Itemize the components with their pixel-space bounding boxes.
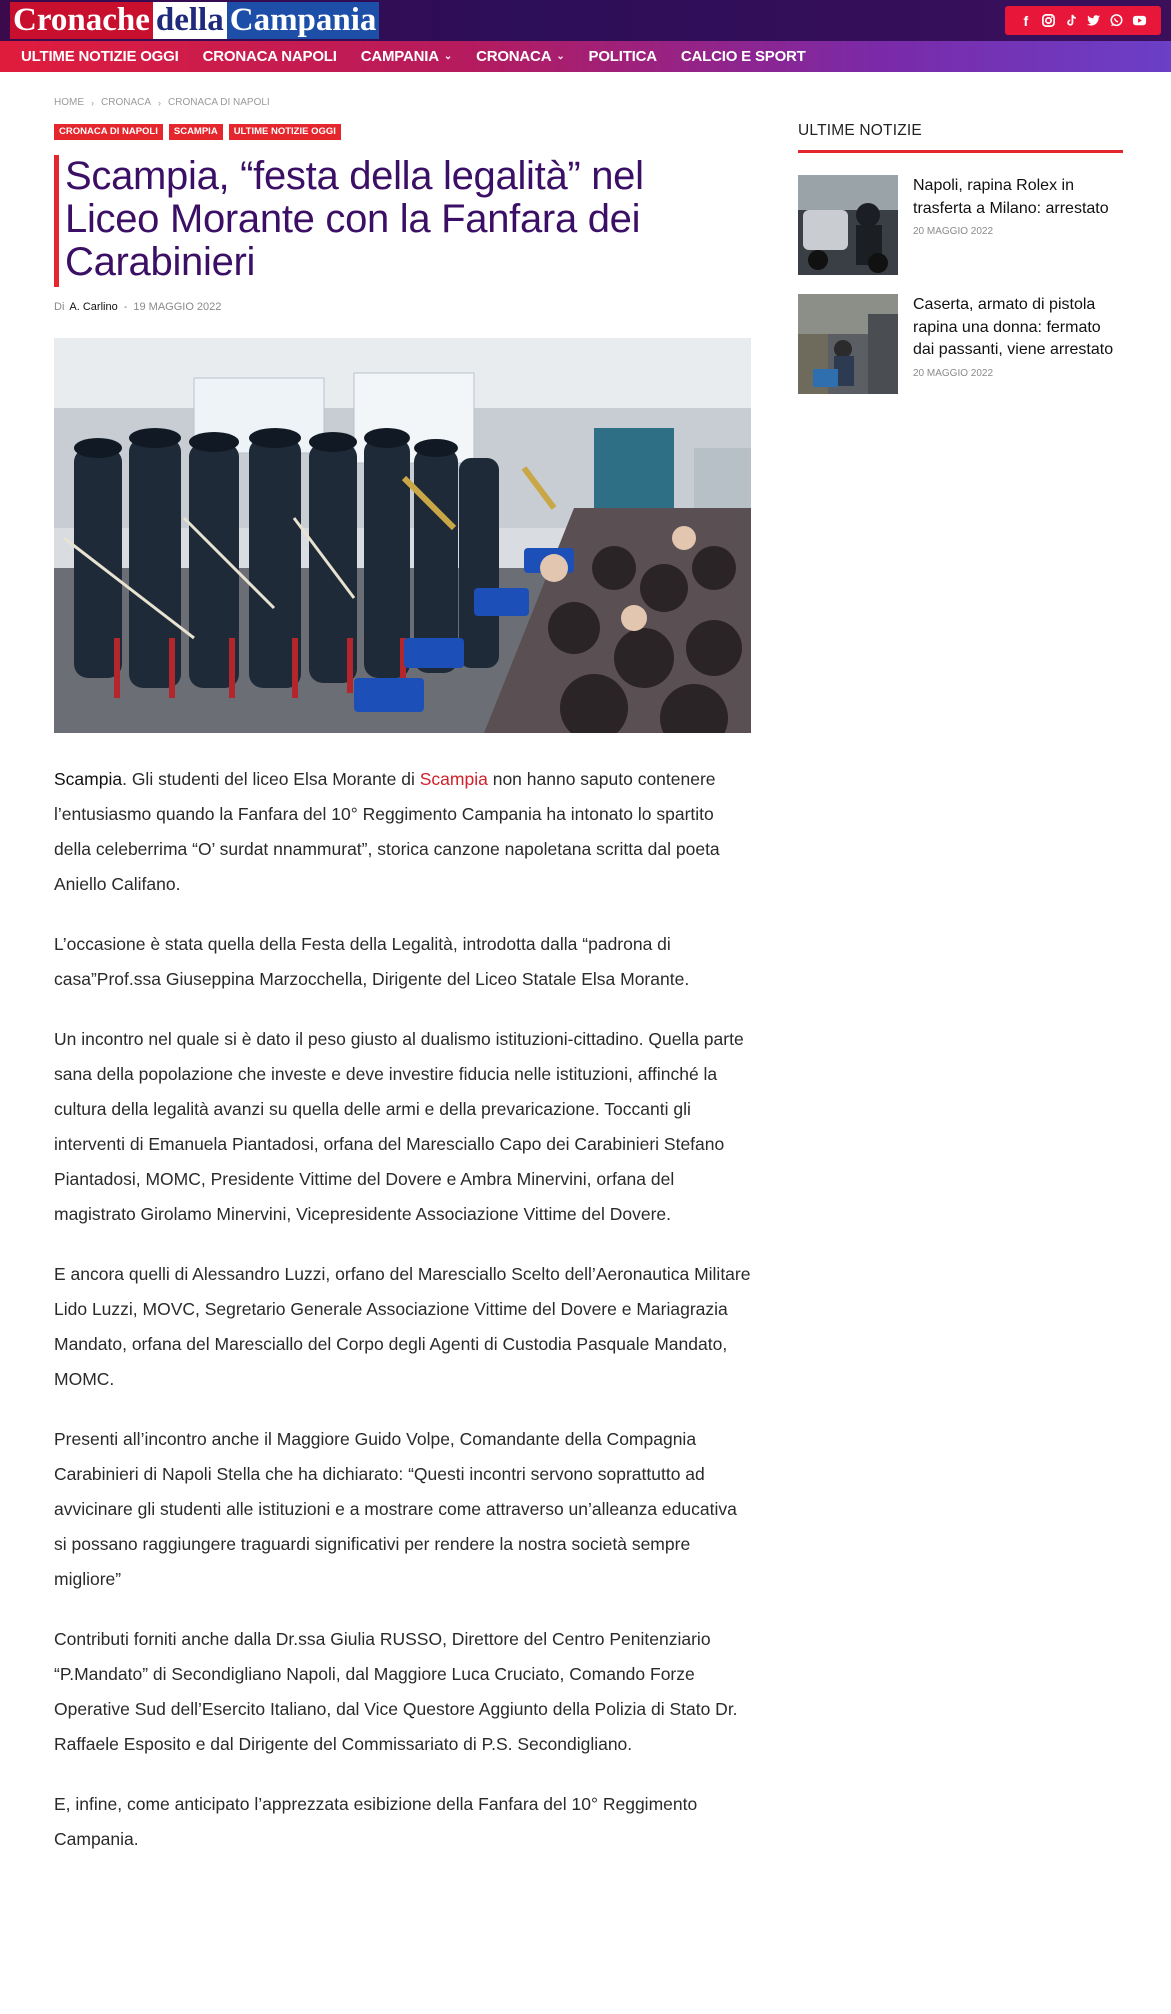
nav-label: CRONACA [476,48,552,65]
twitter-icon[interactable] [1086,13,1102,28]
nav-label: CAMPANIA [360,48,439,65]
facebook-icon[interactable]: f [1023,12,1029,29]
chevron-down-icon: ⌄ [443,51,453,62]
nav-item-calcio-e-sport[interactable] [669,48,818,65]
nav-label: ULTIME NOTIZIE OGGI [21,48,179,65]
article-meta [54,301,221,313]
instagram-icon[interactable] [1041,13,1057,28]
nav-label: POLITICA [588,48,657,65]
news-thumbnail[interactable] [798,294,898,394]
breadcrumb-cronaca[interactable]: CRONACA [101,97,152,108]
chevron-right-icon: › [158,97,162,108]
top-header-bar [0,0,1171,41]
lead-text-1: . Gli studenti del liceo Elsa Morante di [122,769,420,789]
nav-item-cronaca[interactable] [464,48,576,65]
youtube-icon[interactable] [1132,13,1148,28]
news-date: 20 MAGGIO 2022 [913,226,994,237]
nav-item-campania[interactable] [349,48,464,65]
sidebar-news-item[interactable] [798,294,1123,394]
whatsapp-icon[interactable] [1109,13,1125,28]
chevron-right-icon: › [91,97,94,108]
meta-separator: - [123,301,128,313]
news-text [913,294,1123,394]
lead-strong: Scampia [54,769,123,789]
publish-date: 19 MAGGIO 2022 [133,301,222,313]
chevron-down-icon: ⌄ [556,51,565,62]
logo-word-1: Cronache [10,2,153,39]
byline-prefix: Di [54,301,65,313]
tiktok-icon[interactable] [1064,13,1080,28]
site-logo[interactable] [10,2,379,39]
nav-label: CRONACA NAPOLI [202,48,337,65]
news-thumbnail[interactable] [798,175,898,275]
social-links [1005,6,1161,35]
tag-scampia[interactable]: SCAMPIA [169,124,223,140]
main-nav [0,41,1171,72]
lead-text-2: non hanno saputo contenere l’entusiasmo quando la Fanfara del 10° Reggimento Campania ha intonato lo spartito della celeberrima “O’ surdat nnammurat”, storica canzone napoletana scritta dal poeta Aniello Califano. [54,769,720,894]
scampia-link[interactable]: Scampia [419,769,488,789]
breadcrumb-home[interactable]: HOME [54,97,84,108]
breadcrumb [54,97,270,108]
nav-label: CALCIO E SPORT [680,48,806,65]
article-body [54,762,754,1882]
tag-cronaca-di-napoli[interactable]: CRONACA DI NAPOLI [54,124,163,140]
nav-item-cronaca-napoli[interactable] [191,48,349,65]
news-headline[interactable]: Caserta, armato di pistola rapina una donna: fermato dai passanti, viene arrestato [913,296,1114,358]
nav-item-ultime-notizie-oggi[interactable] [9,48,191,65]
sidebar-title: ULTIME NOTIZIE [798,122,922,139]
article-paragraph-lead [54,762,754,902]
category-tags [54,124,347,140]
news-date: 20 MAGGIO 2022 [913,367,994,379]
tag-ultime-notizie-oggi[interactable]: ULTIME NOTIZIE OGGI [229,124,341,140]
sidebar-divider [798,150,1123,153]
breadcrumb-cronaca-di-napoli[interactable]: CRONACA DI NAPOLI [168,97,270,108]
nav-item-politica[interactable] [577,48,669,65]
article-paragraph: E ancora quelli di Alessandro Luzzi, orfano del Maresciallo Scelto dell’Aeronautica Militare Lido Luzzi, MOVC, Segretario Generale Associazione Vittime del Dovere e Mariagrazia Mandato, orfana del Maresciallo del Corpo degli Agenti di Custodia Pasquale Mandato, MOMC. [54,1264,751,1389]
author-link[interactable]: A. Carlino [69,301,118,313]
article-paragraph: Contributi forniti anche dalla Dr.ssa Giulia RUSSO, Direttore del Centro Penitenziario “P.Mandato” di Secondigliano Napoli, dal Maggiore Luca Cruciato, Comando Forze Operative Sud dell’Esercito Italiano, dal Vice Questore Aggiunto della Polizia di Stato Dr. Raffaele Esposito e dal Dirigente del Commissariato di P.S. Secondigliano. [54,1629,738,1754]
hero-image [54,338,751,733]
article-paragraph: L’occasione è stata quella della Festa della Legalità, introdotta dalla “padrona di casa”Prof.ssa Giuseppina Marzocchella, Dirigente del Liceo Statale Elsa Morante. [54,934,690,989]
article-title-block [54,155,734,287]
news-text [913,175,1123,275]
logo-word-3: Campania [227,2,380,39]
sidebar-news-item[interactable] [798,175,1123,275]
article-paragraph: Presenti all’incontro anche il Maggiore Guido Volpe, Comandante della Compagnia Carabinieri di Napoli Stella che ha dichiarato: “Questi incontri servono soprattutto ad avvicinare gli studenti alle istituzioni e a mostrare come attraverso un’alleanza educativa si possano raggiungere traguardi significativi per rendere la nostra società sempre migliore” [54,1429,737,1589]
logo-word-2: della [153,2,227,39]
article-paragraph: Un incontro nel quale si è dato il peso giusto al dualismo istituzioni-cittadino. Quella parte sana della popolazione che investe e deve investire fiducia nelle istituzioni, affinché la cultura della legalità avanzi su quella delle armi e della prevaricazione. Toccanti gli interventi di Emanuela Piantadosi, orfana del Maresciallo Capo dei Carabinieri Stefano Piantadosi, MOMC, Presidente Vittime del Dovere e Ambra Minervini, orfana del magistrato Girolamo Minervini, Vicepresidente Associazione Vittime del Dovere. [54,1029,744,1224]
news-headline[interactable]: Napoli, rapina Rolex in trasferta a Milano: arrestato [913,177,1109,217]
article-paragraph: E, infine, come anticipato l’apprezzata esibizione della Fanfara del 10° Reggimento Campania. [54,1794,698,1849]
article-title: Scampia, “festa della legalità” nel Liceo Morante con la Fanfara dei Carabinieri [65,154,644,284]
